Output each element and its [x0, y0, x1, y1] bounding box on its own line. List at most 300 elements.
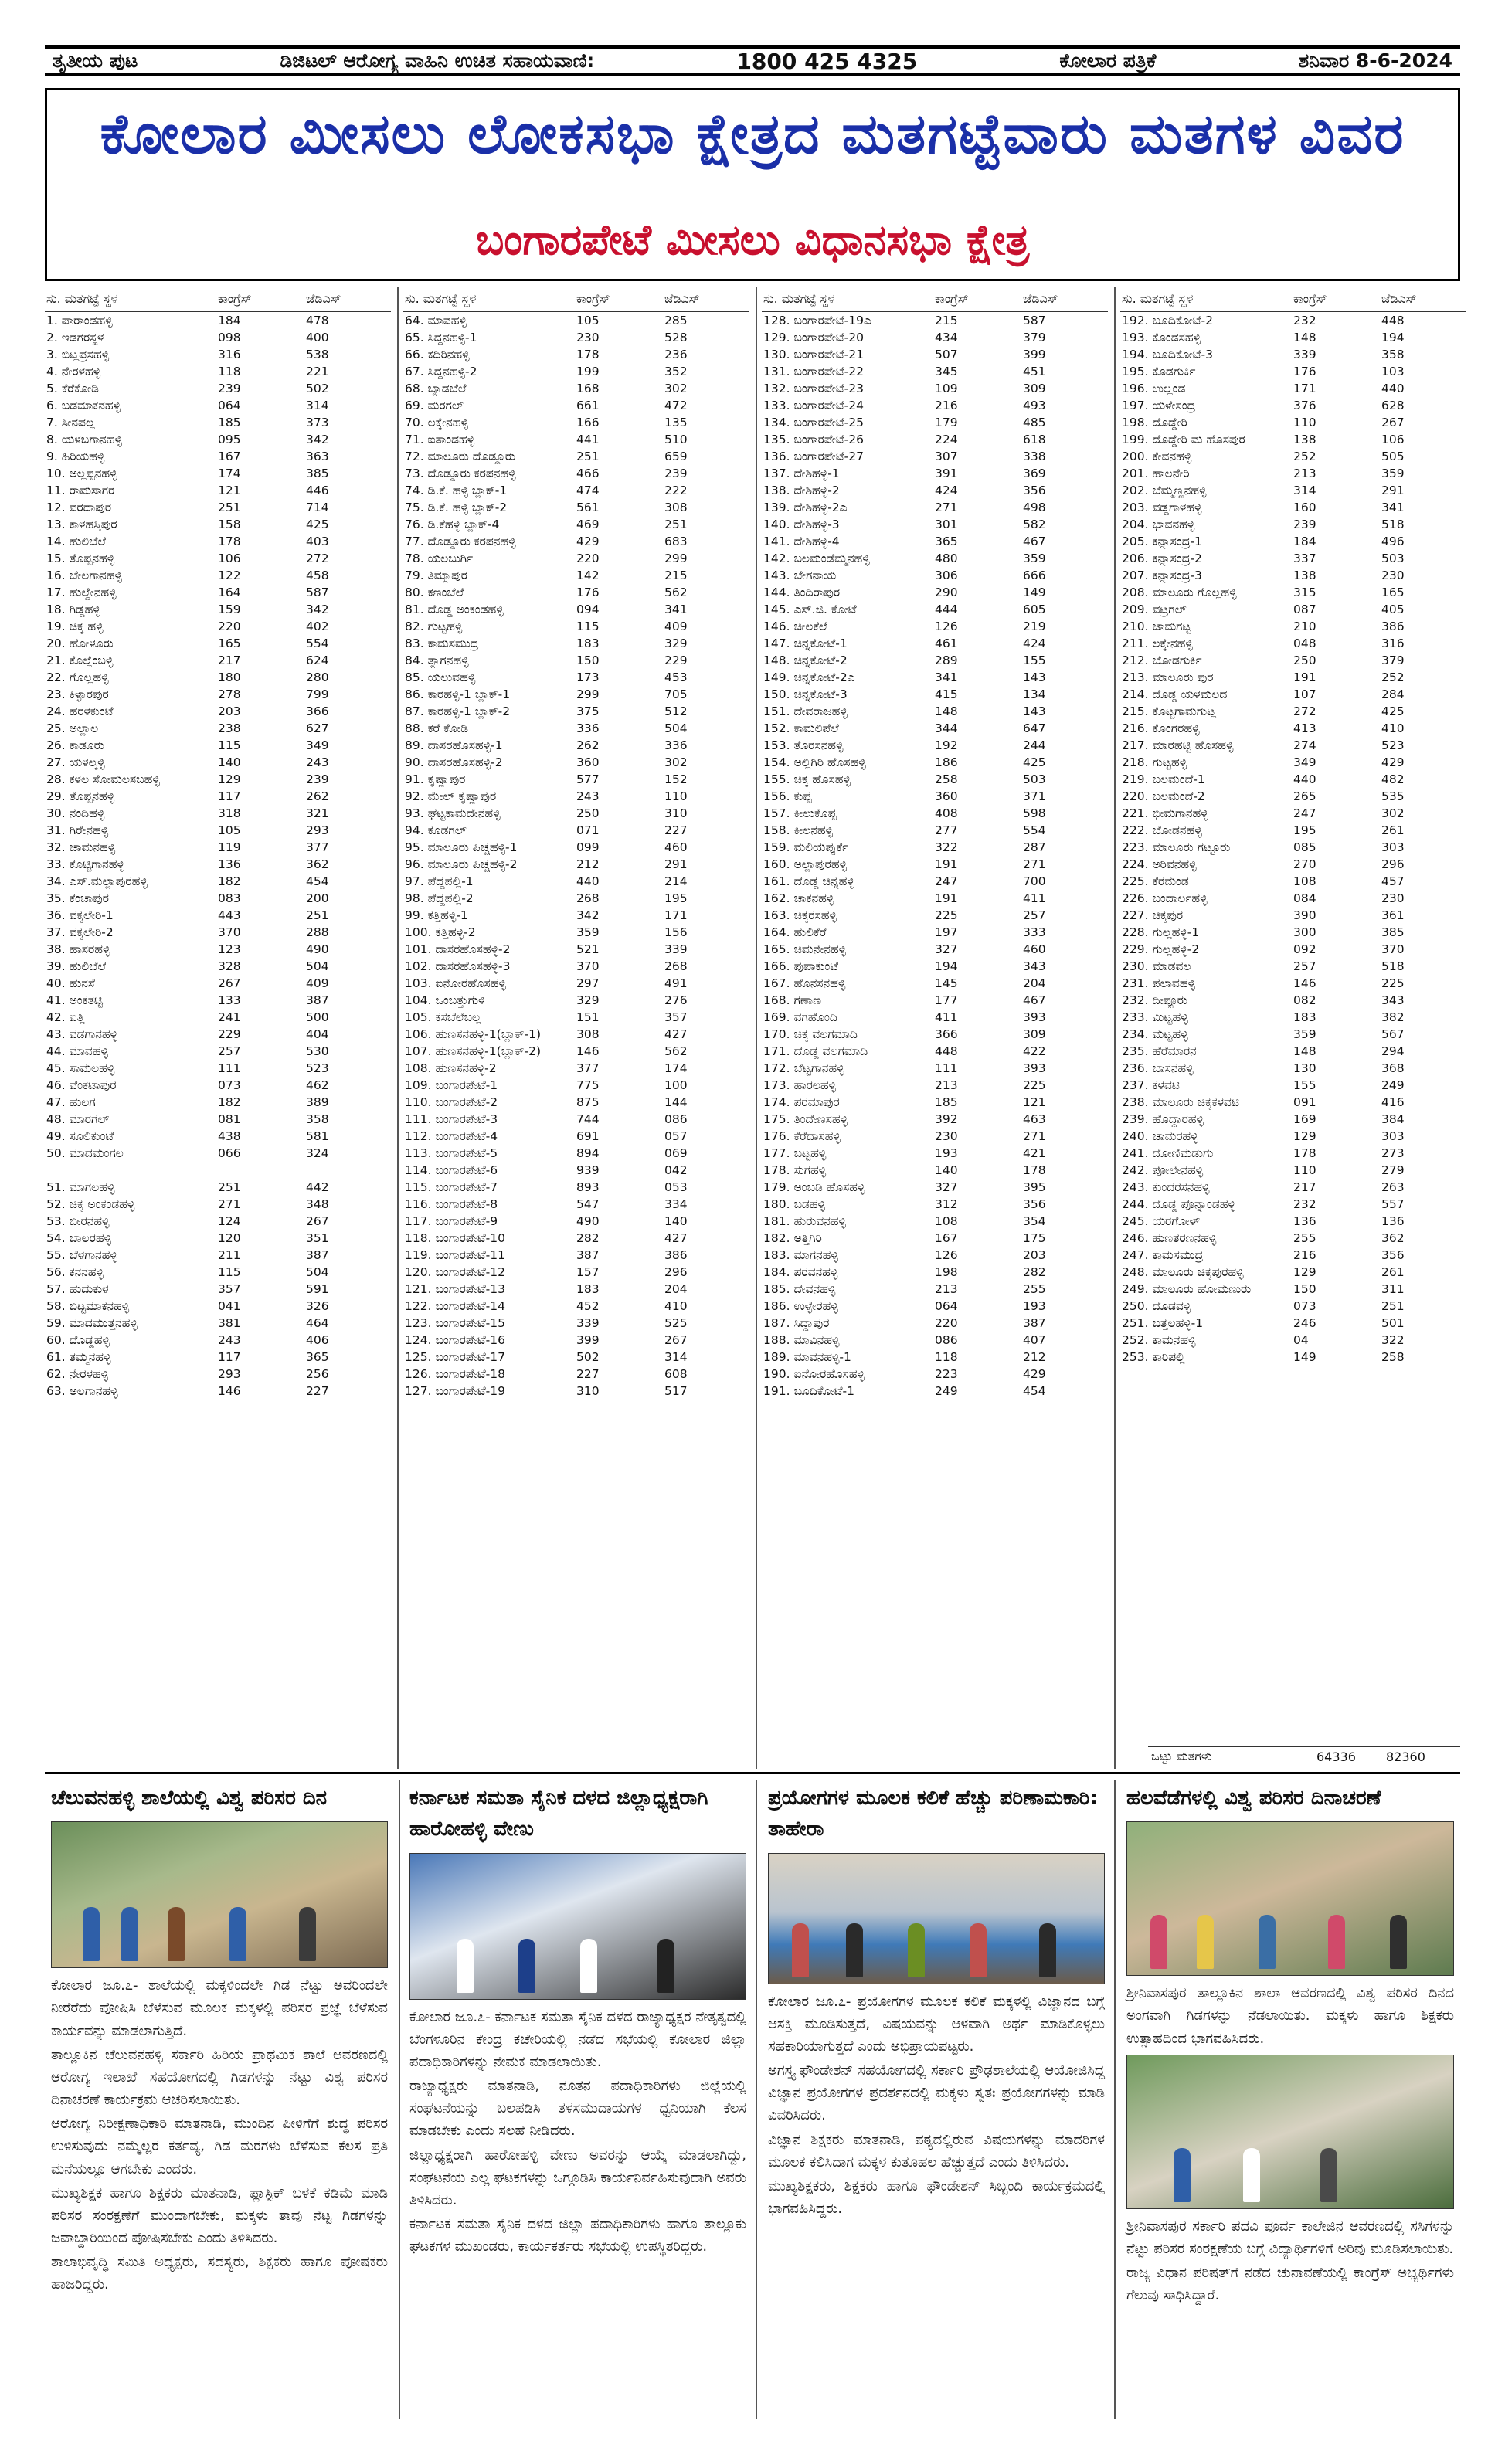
jds-votes: 339 [664, 942, 688, 956]
jds-votes: 322 [1381, 1333, 1405, 1347]
table-row [45, 1230, 391, 1247]
congress-votes: 213 [935, 1078, 958, 1092]
table-header-cell: ಸು. ಮತಗಟ್ಟೆ ಸ್ಥಳ [405, 291, 477, 306]
jds-votes: 212 [1023, 1350, 1046, 1364]
table-row [762, 550, 1108, 567]
booth-name: 189. ಮಾವನಹಳ್ಳಿ-1 [763, 1349, 851, 1364]
booth-name: 9. ಹಿರಿಯಹಳ್ಳಿ [46, 449, 105, 463]
table-row [1120, 907, 1466, 924]
table-row [762, 1247, 1108, 1264]
congress-votes: 085 [1293, 840, 1316, 854]
table-row [403, 1043, 749, 1060]
table-header-cell: ಜೆಡಿಎಸ್ [664, 291, 700, 306]
booth-name: 35. ಕೆಂಚಾಪುರ [46, 891, 109, 905]
booth-name: 248. ಮಾಲೂರು ಚಿಕ್ಕಪುರಹಳ್ಳಿ [1122, 1264, 1244, 1279]
jds-votes: 518 [1381, 959, 1405, 973]
table-row [403, 346, 749, 363]
jds-votes: 411 [1023, 891, 1046, 905]
booth-name: 20. ಹೋಳೂರು [46, 636, 114, 650]
jds-votes: 504 [306, 959, 329, 973]
jds-votes: 106 [1381, 433, 1405, 446]
jds-votes: 243 [306, 755, 329, 769]
jds-votes: 525 [664, 1316, 688, 1330]
booth-name: 31. ಗಿರೇನಹಳ್ಳಿ [46, 823, 109, 837]
jds-votes: 567 [1381, 1027, 1405, 1041]
jds-votes: 502 [306, 382, 329, 395]
booth-name: 76. ಡಿ.ಕೆಹಳ್ಳಿ ಬ್ಲಾಕ್-4 [405, 517, 500, 531]
jds-votes: 528 [664, 331, 688, 344]
jds-votes: 523 [306, 1061, 329, 1075]
congress-votes: 370 [218, 925, 241, 939]
jds-votes: 504 [306, 1265, 329, 1279]
table-row [1120, 652, 1466, 669]
booth-name: 110. ಬಂಗಾರಪೇಟೆ-2 [405, 1095, 498, 1109]
congress-votes: 502 [576, 1350, 600, 1364]
table-row [45, 1111, 391, 1128]
jds-votes: 410 [1381, 721, 1405, 735]
booth-name: 183. ಮಾಗನಹಳ್ಳಿ [763, 1247, 838, 1262]
column-divider [1114, 1780, 1116, 2419]
table-row [762, 482, 1108, 499]
booth-name: 132. ಬಂಗಾರಪೇಟೆ-23 [763, 381, 864, 395]
jds-votes: 425 [1381, 704, 1405, 718]
table-row [762, 669, 1108, 686]
jds-votes: 268 [664, 959, 688, 973]
booth-name: 14. ಹುಲಿಬೆಲೆ [46, 534, 106, 548]
table-row [762, 533, 1108, 550]
jds-votes: 371 [1023, 789, 1046, 803]
jds-votes: 356 [1023, 1197, 1046, 1211]
booth-name: 190. ಐನೋರಹೊಸಹಳ್ಳಿ [763, 1366, 865, 1381]
table-row [45, 856, 391, 873]
booth-name: 172. ಬೆಟ್ಟಗಾನಹಳ್ಳಿ [763, 1061, 844, 1075]
congress-votes: 140 [935, 1163, 958, 1177]
table-row [762, 1281, 1108, 1298]
jds-votes: 462 [306, 1078, 329, 1092]
table-header [762, 287, 1108, 312]
booth-name: 1. ಪಾರಾಂಡಹಳ್ಳಿ [46, 313, 113, 328]
table-row [762, 1213, 1108, 1230]
congress-votes: 178 [576, 348, 600, 361]
table-row [45, 822, 391, 839]
table-row [45, 890, 391, 907]
congress-votes: 130 [1293, 1061, 1316, 1075]
booth-name: 46. ವೆಂಕಟಾಪುರ [46, 1078, 117, 1092]
table-row [1120, 754, 1466, 771]
table-row [1120, 1026, 1466, 1043]
congress-votes: 182 [218, 1095, 241, 1109]
congress-votes: 115 [218, 1265, 241, 1279]
jds-votes: 272 [306, 552, 329, 565]
table-row [403, 465, 749, 482]
booth-name: 36. ವಕ್ಕಲೇರಿ-1 [46, 908, 114, 922]
booth-name: 216. ಕೊಂಗರಹಳ್ಳಿ [1122, 721, 1200, 735]
table-row [45, 346, 391, 363]
table-row [403, 1213, 749, 1230]
table-row [1120, 1043, 1466, 1060]
jds-votes: 271 [1023, 857, 1046, 871]
table-row [403, 380, 749, 397]
congress-votes: 282 [576, 1231, 600, 1245]
jds-votes: 239 [664, 467, 688, 480]
booth-name: 171. ದೊಡ್ಡ ವಲಗಮಾದಿ [763, 1044, 868, 1058]
jds-votes: 271 [1023, 1129, 1046, 1143]
jds-votes: 624 [306, 653, 329, 667]
booth-name: 147. ಚಿನ್ನಕೋಟೆ-1 [763, 636, 848, 650]
jds-votes: 523 [1381, 738, 1405, 752]
booth-name: 81. ದೊಡ್ಡ ಅಂಕಂಡಹಳ್ಳಿ [405, 602, 504, 616]
congress-votes: 360 [576, 755, 600, 769]
booth-name: 193. ಕೊಂಡಸಹಳ್ಳಿ [1122, 330, 1201, 344]
table-row [403, 737, 749, 754]
jds-votes: 229 [664, 653, 688, 667]
booth-name: 228. ಗುಲ್ಲಹಳ್ಳಿ-1 [1122, 925, 1200, 939]
jds-votes: 366 [306, 704, 329, 718]
table-row [762, 1332, 1108, 1349]
jds-votes: 700 [1023, 874, 1046, 888]
booth-name: 86. ಕಾರಹಳ್ಳಿ-1 ಬ್ಲಾಕ್-1 [405, 687, 511, 701]
booth-name: 124. ಬಂಗಾರಪೇಟೆ-16 [405, 1332, 505, 1347]
booth-name: 144. ತಿಂದಿರಾಪುರ [763, 585, 841, 599]
congress-votes: 081 [218, 1112, 241, 1126]
booth-name: 232. ದೀಪ್ಪೂರು [1122, 993, 1187, 1007]
booth-name: 123. ಬಂಗಾರಪೇಟೆ-15 [405, 1315, 505, 1330]
congress-votes: 341 [935, 670, 958, 684]
congress-votes: 191 [935, 891, 958, 905]
table-row [1120, 771, 1466, 788]
booth-name: 133. ಬಂಗಾರಪೇಟೆ-24 [763, 398, 864, 412]
jds-votes: 386 [1381, 619, 1405, 633]
congress-votes: 146 [218, 1384, 241, 1398]
congress-votes: 106 [218, 552, 241, 565]
booth-name: 17. ಹುಲ್ದೇನಹಳ್ಳಿ [46, 585, 117, 599]
table-header-cell: ಕಾಂಗ್ರೆಸ್ [218, 291, 252, 306]
booth-name: 92. ಮೇಲ್ ಕೃಷ್ಣಾಪುರ [405, 789, 497, 803]
booth-name: 11. ರಾಮಸಾಗರ [46, 483, 115, 497]
table-row [403, 397, 749, 414]
table-row [403, 1026, 749, 1043]
jds-votes: 467 [1023, 993, 1046, 1007]
table-row [762, 414, 1108, 431]
article-paragraph: ಮುಖ್ಯಶಿಕ್ಷಕರು, ಶಿಕ್ಷಕರು ಹಾಗೂ ಫೌಂಡೇಶನ್ ಸಿಬ್ಬಂದಿ ಕಾರ್ಯಕ್ರಮದಲ್ಲಿ ಭಾಗವಹಿಸಿದ್ದರು. [768, 2177, 1105, 2217]
congress-votes: 173 [576, 670, 600, 684]
jds-votes: 591 [306, 1282, 329, 1296]
jds-votes: 425 [306, 518, 329, 531]
jds-votes: 370 [1381, 942, 1405, 956]
congress-votes: 257 [218, 1044, 241, 1058]
newspaper-page [45, 45, 1460, 2419]
booth-name: 242. ಪೋಲೇನಹಳ್ಳಿ [1122, 1162, 1204, 1177]
congress-votes: 213 [1293, 467, 1316, 480]
table-row [762, 1179, 1108, 1196]
table-row [45, 329, 391, 346]
booth-name: 142. ಬಲಮಂಡೆಮ್ಮನಹಳ್ಳಿ [763, 551, 870, 565]
booth-name: 117. ಬಂಗಾರಪೇಟೆ-9 [405, 1213, 498, 1228]
booth-name: 213. ಮಾಲೂರು ಪುರ [1122, 670, 1214, 684]
congress-votes: 299 [576, 687, 600, 701]
congress-votes: 148 [1293, 1044, 1316, 1058]
congress-votes: 138 [1293, 433, 1316, 446]
table-row [403, 1315, 749, 1332]
booth-name: 79. ತಿಮ್ಮಾಪುರ [405, 568, 467, 582]
congress-votes: 438 [218, 1129, 241, 1143]
jds-votes: 457 [1381, 874, 1405, 888]
jds-votes: 500 [306, 1010, 329, 1024]
table-row [1120, 669, 1466, 686]
table-row [45, 907, 391, 924]
booth-name: 13. ಕಾಳಹಸ್ತಿಪುರ [46, 517, 117, 531]
jds-votes: 255 [1023, 1282, 1046, 1296]
booth-name: 168. ಗಣಾಣ [763, 993, 821, 1007]
congress-votes: 084 [1293, 891, 1316, 905]
congress-votes: 344 [935, 721, 958, 735]
table-row [1120, 924, 1466, 941]
jds-votes: 404 [306, 1027, 329, 1041]
booth-name: 198. ದೊಡ್ಡೇರಿ [1122, 415, 1187, 429]
booth-name: 136. ಬಂಗಾರಪೇಟೆ-27 [763, 449, 864, 463]
jds-votes: 178 [1023, 1163, 1046, 1177]
jds-votes: 334 [664, 1197, 688, 1211]
table-row [45, 533, 391, 550]
table-row [45, 397, 391, 414]
table-row [403, 1281, 749, 1298]
table-header-cell: ಸು. ಮತಗಟ್ಟೆ ಸ್ಥಳ [763, 291, 835, 306]
jds-votes: 341 [1381, 501, 1405, 514]
table-row [403, 788, 749, 805]
congress-votes: 370 [576, 959, 600, 973]
booth-name: 41. ಅಂಕತಟ್ಟಿ [46, 993, 104, 1007]
booth-name: 2. ಇಡಗರಸ್ಥಳ [46, 330, 104, 344]
congress-votes: 166 [576, 416, 600, 429]
jds-votes: 276 [664, 993, 688, 1007]
booth-name: 115. ಬಂಗಾರಪೇಟೆ-7 [405, 1179, 498, 1194]
jds-votes: 557 [1381, 1197, 1405, 1211]
booth-name: 212. ಬೋಡಗುರ್ಕಿ [1122, 653, 1202, 667]
results-table-column-3 [762, 287, 1108, 1769]
jds-votes: 581 [306, 1129, 329, 1143]
congress-votes: 126 [935, 1248, 958, 1262]
congress-votes: 239 [1293, 518, 1316, 531]
jds-votes: 714 [306, 501, 329, 514]
table-row [45, 958, 391, 975]
jds-votes: 409 [306, 976, 329, 990]
booth-name: 152. ಕಾಮಲಿಪೆಲೆ [763, 721, 839, 735]
table-row [403, 414, 749, 431]
booth-name: 137. ದೇಶಿಹಳ್ಳಿ-1 [763, 466, 840, 480]
congress-votes: 117 [218, 1350, 241, 1364]
booth-name: 182. ಅತ್ತಿಗಿರಿ [763, 1230, 822, 1245]
booth-name: 179. ಅಂಬಡಿ ಹೊಸಹಳ್ಳಿ [763, 1179, 865, 1194]
jds-votes: 251 [306, 908, 329, 922]
table-row [1120, 686, 1466, 703]
jds-votes: 236 [664, 348, 688, 361]
table-row [45, 380, 391, 397]
jds-votes: 222 [664, 484, 688, 497]
congress-votes: 111 [218, 1061, 241, 1075]
booth-name: 187. ಸಿದ್ದಾಪುರ [763, 1315, 830, 1330]
jds-votes: 174 [664, 1061, 688, 1075]
table-header-cell: ಕಾಂಗ್ರೆಸ್ [935, 291, 969, 306]
congress-votes: 661 [576, 399, 600, 412]
jds-votes: 308 [664, 501, 688, 514]
congress-votes: 220 [935, 1316, 958, 1330]
table-row [1120, 414, 1466, 431]
table-row [1120, 601, 1466, 618]
table-row [1120, 856, 1466, 873]
congress-votes: 133 [218, 993, 241, 1007]
congress-votes: 255 [1293, 1231, 1316, 1245]
booth-name: 218. ಗುಟ್ಟಹಳ್ಳಿ [1122, 755, 1187, 769]
congress-votes: 315 [1293, 585, 1316, 599]
table-row [403, 1298, 749, 1315]
table-row [45, 312, 391, 329]
booth-name: 158. ಕೀಲನಹಳ್ಳಿ [763, 823, 833, 837]
congress-votes: 893 [576, 1180, 600, 1194]
booth-name: 121. ಬಂಗಾರಪೇಟೆ-13 [405, 1281, 505, 1296]
table-row [1120, 1315, 1466, 1332]
congress-votes: 241 [218, 1010, 241, 1024]
booth-name: 73. ದೊಡ್ಡೂರು ಕರಪನಹಳ್ಳಿ [405, 466, 516, 480]
jds-votes: 200 [306, 891, 329, 905]
jds-votes: 510 [664, 433, 688, 446]
table-row [1120, 635, 1466, 652]
table-row [45, 448, 391, 465]
table-row [403, 1247, 749, 1264]
jds-votes: 303 [1381, 840, 1405, 854]
table-row [45, 771, 391, 788]
jds-votes: 608 [664, 1367, 688, 1381]
jds-votes: 338 [1023, 450, 1046, 463]
booth-name: 177. ಬಟ್ಟಹಳ್ಳಿ [763, 1145, 827, 1160]
jds-votes: 554 [306, 636, 329, 650]
column-divider [399, 1780, 400, 2419]
booth-name: 71. ಐತಾಂಡಹಳ್ಳಿ [405, 432, 475, 446]
headline-box [45, 88, 1460, 281]
congress-votes: 119 [218, 840, 241, 854]
booth-name: 25. ಅಲ್ಲಾಲ [46, 721, 99, 735]
congress-votes: 250 [1293, 653, 1316, 667]
table-row [45, 839, 391, 856]
table-row [762, 1162, 1108, 1179]
congress-votes: 232 [1293, 314, 1316, 328]
jds-votes: 171 [664, 908, 688, 922]
congress-votes: 121 [218, 484, 241, 497]
table-row [45, 499, 391, 516]
jds-votes: 314 [306, 399, 329, 412]
congress-votes: 120 [218, 1231, 241, 1245]
booth-name: 170. ಚಿಕ್ಕ ವಲಗಮಾದಿ [763, 1027, 858, 1041]
booth-name: 38. ಹಾಸರಹಳ್ಳಿ [46, 942, 110, 956]
section-divider [45, 1772, 1460, 1774]
table-row [762, 737, 1108, 754]
table-row [45, 924, 391, 941]
booth-name: 199. ದೊಡ್ಡೇರಿ ಮ ಹೊಸಪುರ [1122, 432, 1245, 446]
jds-votes: 215 [664, 568, 688, 582]
booth-name: 120. ಬಂಗಾರಪೇಟೆ-12 [405, 1264, 505, 1279]
booth-name: 28. ಕಳಲ ಸೋಮಲಸಬಹಳ್ಳಿ [46, 772, 160, 786]
table-row [403, 873, 749, 890]
congress-votes: 108 [935, 1214, 958, 1228]
jds-votes: 144 [664, 1095, 688, 1109]
congress-votes: 251 [218, 1180, 241, 1194]
jds-votes: 326 [306, 1299, 329, 1313]
jds-votes: 134 [1023, 687, 1046, 701]
jds-votes: 440 [1381, 382, 1405, 395]
table-row [762, 1230, 1108, 1247]
congress-votes: 178 [218, 535, 241, 548]
table-row [762, 805, 1108, 822]
table-row [403, 499, 749, 516]
jds-votes: 239 [306, 772, 329, 786]
congress-votes: 577 [576, 772, 600, 786]
jds-votes: 152 [664, 772, 688, 786]
congress-votes: 251 [576, 450, 600, 463]
booth-name: 231. ಪಲಾವಹಳ್ಳಿ [1122, 976, 1196, 990]
table-row [762, 431, 1108, 448]
jds-votes: 385 [306, 467, 329, 480]
table-row [403, 958, 749, 975]
booth-name: 215. ಕೊಟ್ಟಗಾಮಗುಟ್ಲ [1122, 704, 1217, 718]
jds-votes: 403 [306, 535, 329, 548]
table-row [45, 1009, 391, 1026]
jds-votes: 647 [1023, 721, 1046, 735]
congress-votes: 140 [218, 755, 241, 769]
jds-votes: 605 [1023, 602, 1046, 616]
table-row [45, 465, 391, 482]
jds-votes: 249 [1381, 1078, 1405, 1092]
table-row [45, 1366, 391, 1383]
jds-votes: 296 [1381, 857, 1405, 871]
congress-votes: 339 [576, 1316, 600, 1330]
article-paragraph: ವಿಜ್ಞಾನ ಶಿಕ್ಷಕರು ಮಾತನಾಡಿ, ಪಠ್ಯದಲ್ಲಿರುವ ವಿಷಯಗಳನ್ನು ಮಾದರಿಗಳ ಮೂಲಕ ಕಲಿಸಿದಾಗ ಮಕ್ಕಳ ಕುತೂಹಲ ಹೆಚ್ಚುತ್ತದೆ ಎಂದು ತಿಳಿಸಿದರು. [768, 2131, 1105, 2170]
booth-name: 222. ಬೋಡನಹಳ್ಳಿ [1122, 823, 1202, 837]
booth-name: 53. ಬೀರನಹಳ್ಳಿ [46, 1213, 110, 1228]
booth-name: 217. ಮಾರಹಟ್ಟಿ ಹೊಸಹಳ್ಳಿ [1122, 738, 1234, 752]
jds-votes: 069 [664, 1146, 688, 1160]
booth-name: 191. ಬೂದಿಕೋಟೆ-1 [763, 1383, 855, 1398]
booth-name: 150. ಚಿನ್ನಕೋಟೆ-3 [763, 687, 848, 701]
booth-name: 250. ದೊಡವಳ್ಳಿ [1122, 1298, 1191, 1313]
jds-votes: 121 [1023, 1095, 1046, 1109]
booth-name: 108. ಹುಣಸನಹಳ್ಳಿ-2 [405, 1061, 497, 1075]
jds-votes: 358 [306, 1112, 329, 1126]
booth-name: 204. ಭಾವನಹಳ್ಳಿ [1122, 517, 1195, 531]
jds-votes: 362 [306, 857, 329, 871]
table-row [1120, 941, 1466, 958]
booth-name: 227. ಚಿಕ್ಕಪುರ [1122, 908, 1184, 922]
booth-name: 66. ಕದಿರಿನಹಳ್ಳಿ [405, 347, 470, 361]
table-row [403, 1094, 749, 1111]
jds-votes: 143 [1023, 704, 1046, 718]
booth-name: 208. ಮಾಲೂರು ಗೊಲ್ಲಹಳ್ಳಿ [1122, 585, 1237, 599]
jds-votes: 386 [664, 1248, 688, 1262]
congress-votes: 301 [935, 518, 958, 531]
congress-votes: 176 [576, 585, 600, 599]
jds-votes: 554 [1023, 823, 1046, 837]
table-row [403, 1366, 749, 1383]
booth-name: 148. ಚಿನ್ನಕೋಟೆ-2 [763, 653, 848, 667]
congress-votes: 480 [935, 552, 958, 565]
jds-votes: 348 [306, 1197, 329, 1211]
table-row [762, 1009, 1108, 1026]
congress-votes: 159 [218, 602, 241, 616]
congress-votes: 04 [1293, 1333, 1309, 1347]
congress-votes: 157 [576, 1265, 600, 1279]
table-row [45, 584, 391, 601]
booth-name: 69. ಮರಗಲ್ [405, 398, 464, 412]
table-row [762, 941, 1108, 958]
booth-name: 6. ಬಡಮಾಕನಹಳ್ಳಿ [46, 398, 121, 412]
